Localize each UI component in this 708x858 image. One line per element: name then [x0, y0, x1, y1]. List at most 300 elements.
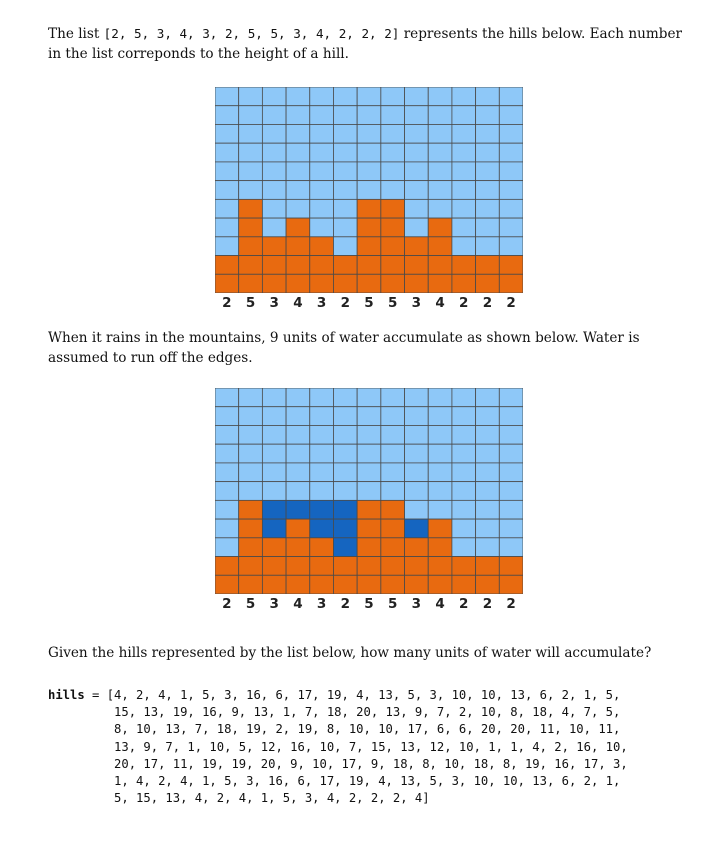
sky-cell	[452, 425, 476, 444]
water-cell	[333, 519, 357, 538]
hill-height-label: 2	[506, 596, 516, 612]
sky-cell	[476, 463, 500, 482]
sky-cell	[499, 407, 523, 426]
sky-cell	[405, 124, 429, 143]
water-cell	[333, 500, 357, 519]
hill-cell	[357, 538, 381, 557]
hill-cell	[286, 557, 310, 576]
sky-cell	[499, 143, 523, 162]
sky-cell	[310, 124, 334, 143]
sky-cell	[476, 407, 500, 426]
water-cell	[333, 538, 357, 557]
sky-cell	[239, 106, 263, 125]
sky-cell	[405, 388, 429, 407]
sky-cell	[405, 463, 429, 482]
hill-cell	[310, 538, 334, 557]
sky-cell	[405, 218, 429, 237]
hill-height-label: 5	[387, 596, 398, 612]
sky-cell	[239, 124, 263, 143]
hill-cell	[286, 575, 310, 594]
sky-cell	[405, 106, 429, 125]
sky-cell	[452, 482, 476, 501]
hill-cell	[239, 218, 263, 237]
sky-cell	[381, 425, 405, 444]
sky-cell	[286, 162, 310, 181]
hill-height-label: 2	[482, 295, 493, 311]
hill-cell	[428, 256, 452, 275]
hill-cell	[405, 237, 429, 256]
sky-cell	[428, 199, 452, 218]
hill-height-label: 3	[411, 295, 422, 311]
sky-cell	[452, 87, 476, 106]
intro-list: [2, 5, 3, 4, 3, 2, 5, 5, 3, 4, 2, 2, 2]	[103, 26, 400, 41]
sky-cell	[428, 500, 452, 519]
water-grid	[215, 388, 523, 594]
hill-height-label: 2	[459, 295, 469, 311]
sky-cell	[333, 124, 357, 143]
sky-cell	[499, 519, 523, 538]
intro-suffix: represents the hills below. Each number in the list correponds to the height of a hill.	[48, 26, 682, 62]
sky-cell	[476, 500, 500, 519]
hill-cell	[357, 274, 381, 293]
sky-cell	[452, 237, 476, 256]
water-cell	[405, 519, 429, 538]
hill-cell	[499, 557, 523, 576]
sky-cell	[262, 124, 286, 143]
sky-cell	[357, 463, 381, 482]
sky-cell	[333, 199, 357, 218]
hill-height-label: 3	[316, 295, 327, 311]
hill-cell	[239, 274, 263, 293]
sky-cell	[239, 425, 263, 444]
sky-cell	[476, 519, 500, 538]
hill-height-label: 4	[293, 295, 303, 311]
hill-cell	[310, 237, 334, 256]
hill-cell	[262, 274, 286, 293]
hill-cell	[381, 538, 405, 557]
hill-cell	[428, 575, 452, 594]
sky-cell	[381, 87, 405, 106]
hill-height-label: 5	[387, 295, 398, 311]
sky-cell	[405, 482, 429, 501]
sky-cell	[428, 106, 452, 125]
sky-cell	[333, 143, 357, 162]
sky-cell	[476, 425, 500, 444]
water-cell	[310, 519, 334, 538]
sky-cell	[310, 106, 334, 125]
sky-cell	[499, 444, 523, 463]
hill-height-label: 5	[245, 596, 256, 612]
sky-cell	[215, 199, 239, 218]
sky-cell	[405, 199, 429, 218]
hill-height-label: 2	[340, 596, 350, 612]
sky-cell	[405, 444, 429, 463]
hill-height-label: 3	[316, 596, 327, 612]
hill-cell	[262, 557, 286, 576]
sky-cell	[476, 124, 500, 143]
sky-cell	[262, 463, 286, 482]
sky-cell	[262, 199, 286, 218]
hill-cell	[428, 274, 452, 293]
sky-cell	[310, 218, 334, 237]
sky-cell	[262, 482, 286, 501]
sky-cell	[215, 444, 239, 463]
sky-cell	[381, 162, 405, 181]
water-cell	[262, 500, 286, 519]
sky-cell	[405, 181, 429, 200]
sky-cell	[357, 444, 381, 463]
intro-paragraph	[48, 24, 698, 64]
sky-cell	[476, 143, 500, 162]
sky-cell	[215, 87, 239, 106]
sky-cell	[428, 143, 452, 162]
sky-cell	[381, 463, 405, 482]
sky-cell	[262, 162, 286, 181]
hill-height-label: 5	[364, 295, 374, 311]
hill-cell	[476, 557, 500, 576]
sky-cell	[333, 87, 357, 106]
sky-cell	[381, 388, 405, 407]
hill-height-label: 2	[482, 596, 493, 612]
hill-height-label: 2	[459, 596, 469, 612]
sky-cell	[476, 444, 500, 463]
code-assign: =	[84, 688, 107, 702]
sky-cell	[286, 444, 310, 463]
sky-cell	[310, 388, 334, 407]
sky-cell	[428, 87, 452, 106]
hill-height-label: 4	[293, 596, 303, 612]
sky-cell	[310, 181, 334, 200]
hill-cell	[381, 218, 405, 237]
hill-cell	[381, 256, 405, 275]
hill-cell	[405, 256, 429, 275]
sky-cell	[286, 87, 310, 106]
sky-cell	[215, 181, 239, 200]
sky-cell	[499, 237, 523, 256]
sky-cell	[476, 181, 500, 200]
sky-cell	[428, 482, 452, 501]
sky-cell	[239, 388, 263, 407]
sky-cell	[262, 444, 286, 463]
hill-height-label: 3	[411, 596, 422, 612]
sky-cell	[215, 162, 239, 181]
sky-cell	[357, 124, 381, 143]
sky-cell	[428, 388, 452, 407]
sky-cell	[428, 181, 452, 200]
sky-cell	[381, 106, 405, 125]
hill-height-label: 5	[364, 596, 374, 612]
code-line	[48, 687, 628, 704]
hill-height-label: 4	[435, 596, 445, 612]
sky-cell	[215, 407, 239, 426]
hill-cell	[405, 274, 429, 293]
hill-cell	[428, 519, 452, 538]
sky-cell	[452, 124, 476, 143]
sky-cell	[310, 407, 334, 426]
sky-cell	[262, 407, 286, 426]
sky-cell	[286, 388, 310, 407]
hill-cell	[262, 256, 286, 275]
sky-cell	[452, 162, 476, 181]
sky-cell	[310, 143, 334, 162]
sky-cell	[286, 463, 310, 482]
sky-cell	[476, 199, 500, 218]
sky-cell	[476, 388, 500, 407]
code-line-text: 1, 4, 2, 4, 1, 5, 3, 16, 6, 17, 19, 4, 13, 5, 3, 10, 10, 13, 6, 2, 1,	[114, 774, 621, 789]
hill-cell	[333, 256, 357, 275]
sky-cell	[452, 519, 476, 538]
code-line-text: 20, 17, 11, 19, 19, 20, 9, 10, 17, 9, 18, 8, 10, 18, 8, 19, 16, 17, 3,	[114, 756, 628, 771]
sky-cell	[452, 388, 476, 407]
sky-cell	[499, 388, 523, 407]
hill-height-label: 3	[269, 295, 279, 311]
hill-cell	[215, 256, 239, 275]
sky-cell	[310, 463, 334, 482]
sky-cell	[333, 218, 357, 237]
hill-cell	[476, 575, 500, 594]
hill-cell	[357, 237, 381, 256]
hill-cell	[452, 256, 476, 275]
sky-cell	[357, 162, 381, 181]
hill-cell	[381, 237, 405, 256]
sky-cell	[452, 463, 476, 482]
hill-cell	[239, 237, 263, 256]
sky-cell	[215, 143, 239, 162]
hill-cell	[239, 538, 263, 557]
sky-cell	[215, 538, 239, 557]
code-variable: hills	[48, 688, 85, 702]
sky-cell	[286, 124, 310, 143]
sky-cell	[499, 425, 523, 444]
hill-cell	[357, 519, 381, 538]
hill-cell	[215, 557, 239, 576]
code-line-text: 13, 9, 7, 1, 10, 5, 12, 16, 10, 7, 15, 13, 12, 10, 1, 1, 4, 2, 16, 10,	[114, 739, 628, 754]
hill-cell	[405, 557, 429, 576]
hill-cell	[357, 199, 381, 218]
sky-cell	[333, 444, 357, 463]
sky-cell	[310, 482, 334, 501]
sky-cell	[310, 199, 334, 218]
code-line	[48, 756, 628, 773]
hill-height-label: 2	[506, 295, 516, 311]
hill-cell	[428, 237, 452, 256]
sky-cell	[476, 218, 500, 237]
sky-cell	[405, 143, 429, 162]
hill-height-label: 4	[435, 295, 445, 311]
hill-height-label: 2	[222, 596, 232, 612]
hill-cell	[357, 500, 381, 519]
sky-cell	[405, 162, 429, 181]
hill-cell	[381, 575, 405, 594]
hill-cell	[310, 575, 334, 594]
sky-cell	[333, 407, 357, 426]
hill-cell	[262, 538, 286, 557]
sky-cell	[215, 218, 239, 237]
sky-cell	[499, 106, 523, 125]
sky-cell	[499, 87, 523, 106]
sky-cell	[286, 482, 310, 501]
sky-cell	[452, 181, 476, 200]
sky-cell	[215, 482, 239, 501]
sky-cell	[499, 482, 523, 501]
sky-cell	[357, 181, 381, 200]
hill-height-label: 2	[222, 295, 232, 311]
hill-cell	[381, 519, 405, 538]
hill-height-label: 2	[340, 295, 350, 311]
sky-cell	[215, 106, 239, 125]
water-cell	[262, 519, 286, 538]
sky-cell	[286, 407, 310, 426]
hill-cell	[239, 199, 263, 218]
sky-cell	[262, 388, 286, 407]
sky-cell	[357, 425, 381, 444]
sky-cell	[452, 444, 476, 463]
sky-cell	[476, 87, 500, 106]
sky-cell	[499, 181, 523, 200]
sky-cell	[310, 162, 334, 181]
sky-cell	[286, 425, 310, 444]
sky-cell	[215, 425, 239, 444]
sky-cell	[239, 87, 263, 106]
hill-cell	[333, 557, 357, 576]
sky-cell	[239, 181, 263, 200]
hill-cell	[239, 557, 263, 576]
sky-cell	[381, 181, 405, 200]
hill-cell	[405, 575, 429, 594]
hill-cell	[239, 256, 263, 275]
code-line	[48, 739, 628, 756]
hill-cell	[286, 237, 310, 256]
water-height-labels	[215, 596, 523, 612]
code-line	[48, 790, 628, 807]
water-figure	[215, 388, 523, 612]
sky-cell	[476, 482, 500, 501]
hill-cell	[357, 557, 381, 576]
hills-grid	[215, 87, 523, 293]
sky-cell	[499, 538, 523, 557]
hill-cell	[286, 256, 310, 275]
sky-cell	[286, 181, 310, 200]
hill-cell	[428, 557, 452, 576]
sky-cell	[215, 463, 239, 482]
hills-figure	[215, 87, 523, 311]
sky-cell	[262, 425, 286, 444]
hill-cell	[286, 538, 310, 557]
sky-cell	[428, 444, 452, 463]
sky-cell	[333, 463, 357, 482]
code-line-text: 15, 13, 19, 16, 9, 13, 1, 7, 18, 20, 13, 9, 7, 2, 10, 8, 18, 4, 7, 5,	[114, 705, 621, 720]
sky-cell	[215, 519, 239, 538]
hill-cell	[239, 519, 263, 538]
sky-cell	[262, 106, 286, 125]
hill-cell	[333, 575, 357, 594]
hill-cell	[357, 575, 381, 594]
sky-cell	[357, 106, 381, 125]
sky-cell	[333, 106, 357, 125]
sky-cell	[333, 388, 357, 407]
sky-cell	[286, 143, 310, 162]
water-cell	[286, 500, 310, 519]
sky-cell	[428, 124, 452, 143]
hill-cell	[357, 256, 381, 275]
hill-cell	[333, 274, 357, 293]
hill-cell	[499, 256, 523, 275]
sky-cell	[333, 237, 357, 256]
rain-paragraph: When it rains in the mountains, 9 units of water accumulate as shown below. Water is assumed to run off the edges.	[48, 330, 640, 366]
hill-cell	[452, 557, 476, 576]
code-line	[48, 721, 628, 738]
sky-cell	[286, 106, 310, 125]
sky-cell	[405, 407, 429, 426]
sky-cell	[499, 500, 523, 519]
sky-cell	[499, 199, 523, 218]
sky-cell	[310, 425, 334, 444]
hill-cell	[286, 519, 310, 538]
code-line-text: 5, 15, 13, 4, 2, 4, 1, 5, 3, 4, 2, 2, 2, 4]	[114, 791, 430, 806]
hill-cell	[215, 274, 239, 293]
sky-cell	[286, 199, 310, 218]
sky-cell	[215, 237, 239, 256]
sky-cell	[215, 124, 239, 143]
hill-cell	[452, 575, 476, 594]
hill-cell	[428, 538, 452, 557]
hill-cell	[357, 218, 381, 237]
hill-cell	[428, 218, 452, 237]
water-cell	[310, 500, 334, 519]
code-line-text: 8, 10, 13, 7, 18, 19, 2, 19, 8, 10, 10, 17, 6, 6, 20, 20, 11, 10, 11,	[114, 722, 621, 737]
hill-cell	[215, 575, 239, 594]
sky-cell	[381, 444, 405, 463]
hill-cell	[452, 274, 476, 293]
sky-cell	[499, 463, 523, 482]
sky-cell	[310, 87, 334, 106]
sky-cell	[476, 237, 500, 256]
sky-cell	[476, 538, 500, 557]
sky-cell	[262, 181, 286, 200]
sky-cell	[215, 388, 239, 407]
sky-cell	[357, 143, 381, 162]
sky-cell	[428, 425, 452, 444]
hills-height-labels	[215, 295, 523, 311]
sky-cell	[239, 444, 263, 463]
sky-cell	[357, 87, 381, 106]
sky-cell	[333, 181, 357, 200]
sky-cell	[452, 218, 476, 237]
sky-cell	[476, 106, 500, 125]
sky-cell	[405, 87, 429, 106]
hill-cell	[476, 256, 500, 275]
sky-cell	[452, 407, 476, 426]
hill-cell	[476, 274, 500, 293]
hill-cell	[381, 500, 405, 519]
sky-cell	[333, 482, 357, 501]
sky-cell	[452, 538, 476, 557]
hill-cell	[239, 575, 263, 594]
hills-code-block	[48, 687, 628, 807]
hill-cell	[286, 274, 310, 293]
sky-cell	[239, 143, 263, 162]
sky-cell	[428, 463, 452, 482]
hill-cell	[239, 500, 263, 519]
sky-cell	[310, 444, 334, 463]
hill-cell	[262, 237, 286, 256]
sky-cell	[499, 162, 523, 181]
sky-cell	[262, 218, 286, 237]
hill-cell	[381, 557, 405, 576]
hill-cell	[286, 218, 310, 237]
code-line-text: [4, 2, 4, 1, 5, 3, 16, 6, 17, 19, 4, 13, 5, 3, 10, 10, 13, 6, 2, 1, 5,	[106, 688, 621, 702]
hill-cell	[405, 538, 429, 557]
